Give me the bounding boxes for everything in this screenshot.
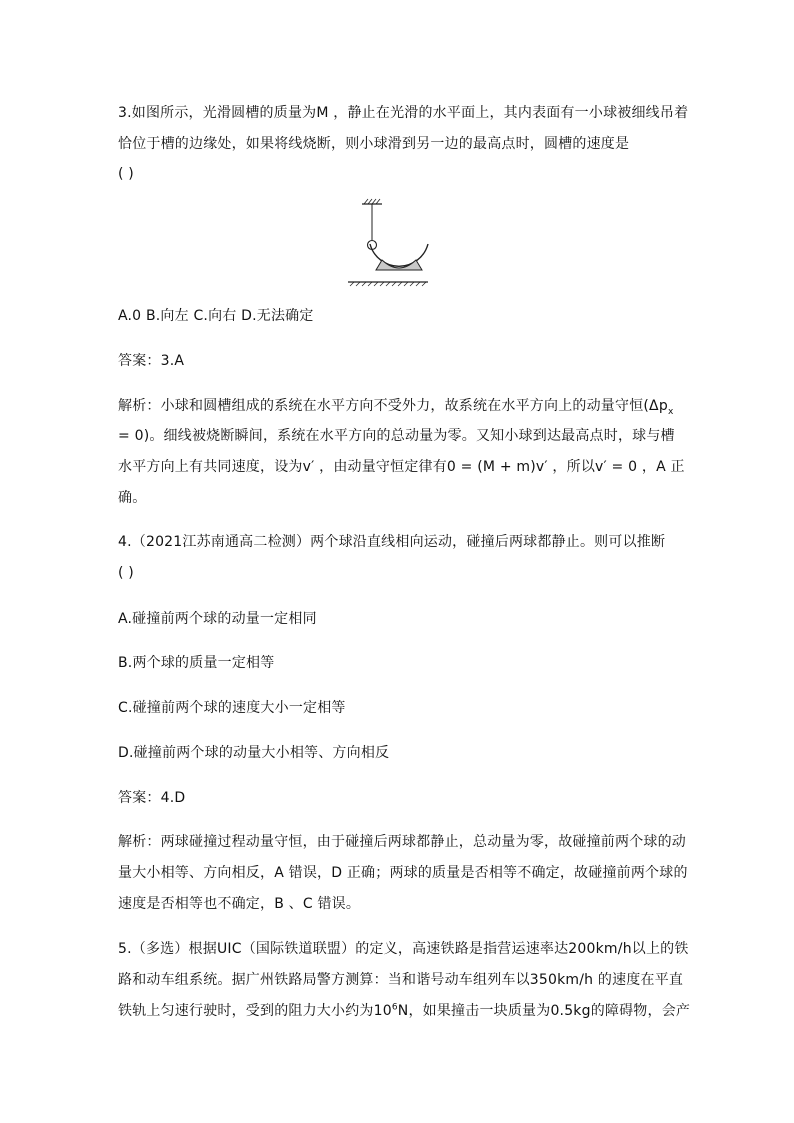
q3-analysis-text-1: 解析：小球和圆槽组成的系统在水平方向不受外力，故系统在水平方向上的动量守恒(Δp bbox=[118, 398, 668, 414]
groove-base bbox=[376, 260, 422, 270]
q4-option-d: D.碰撞前两个球的动量大小相等、方向相反 bbox=[118, 745, 390, 761]
q5-superscript: 6 bbox=[391, 1002, 398, 1013]
q3-stem-line-1: 3.如图所示，光滑圆槽的质量为M ，静止在光滑的水平面上，其内表面有一小球被细线吊着 bbox=[118, 105, 689, 121]
q3-answer-blank: ( ) bbox=[118, 166, 134, 182]
ground bbox=[348, 282, 428, 286]
q4-analysis-line-2: 量大小相等、方向相反，A 错误，D 正确；两球的质量是否相等不确定，故碰撞前两个球的 bbox=[118, 865, 688, 881]
q4-answer-blank: ( ) bbox=[118, 565, 134, 581]
q4-option-a: A.碰撞前两个球的动量一定相同 bbox=[118, 611, 317, 627]
q5-text-3b: N，如果撞击一块质量为0.5kg的障碍物，会产 bbox=[397, 1003, 691, 1019]
q3-analysis-line-1 bbox=[118, 396, 673, 416]
q5-text-3a: 铁轨上匀速行驶时，受到的阻力大小约为10 bbox=[118, 1003, 392, 1019]
q5-stem-line-3 bbox=[118, 1001, 690, 1021]
q3-analysis-line-3: 水平方向上有共同速度，设为v′ ，由动量守恒定律有0 = (M + m)v′ ，所以v′ = 0 ，A 正 bbox=[118, 459, 685, 475]
q3-answer: 答案：3.A bbox=[118, 353, 185, 369]
q3-options: A.0 B.向左 C.向右 D.无法确定 bbox=[118, 308, 314, 324]
q5-stem-line-1: 5.（多选）根据UIC（国际铁道联盟）的定义，高速铁路是指营运速率达200km/h以上的铁 bbox=[118, 941, 689, 957]
q5-stem-line-2: 路和动车组系统。据广州铁路局警方测算：当和谐号动车组列车以350km/h 的速度在平直 bbox=[118, 972, 684, 988]
q4-analysis-line-3: 速度是否相等也不确定，B 、C 错误。 bbox=[118, 896, 361, 912]
q3-stem-line-2: 恰位于槽的边缘处，如果将线烧断，则小球滑到另一边的最高点时，圆槽的速度是 bbox=[118, 136, 630, 152]
q4-analysis-line-1: 解析：两球碰撞过程动量守恒，由于碰撞后两球都静止，总动量为零，故碰撞前两个球的动 bbox=[118, 834, 686, 850]
q4-option-b: B.两个球的质量一定相等 bbox=[118, 655, 275, 671]
q3-analysis-subscript: x bbox=[667, 406, 674, 417]
q4-answer: 答案：4.D bbox=[118, 790, 186, 806]
circular-groove bbox=[370, 244, 428, 266]
q3-analysis-line-4: 确。 bbox=[118, 490, 147, 506]
q3-analysis-line-2: = 0)。细线被烧断瞬间，系统在水平方向的总动量为零。又知小球到达最高点时，球与槽 bbox=[118, 428, 675, 444]
ceiling-support bbox=[362, 199, 382, 204]
groove-ball-figure bbox=[340, 196, 430, 288]
q4-option-c: C.碰撞前两个球的速度大小一定相等 bbox=[118, 700, 346, 716]
q4-stem-line-1: 4.（2021江苏南通高二检测）两个球沿直线相向运动，碰撞后两球都静止。则可以推断 bbox=[118, 534, 666, 550]
